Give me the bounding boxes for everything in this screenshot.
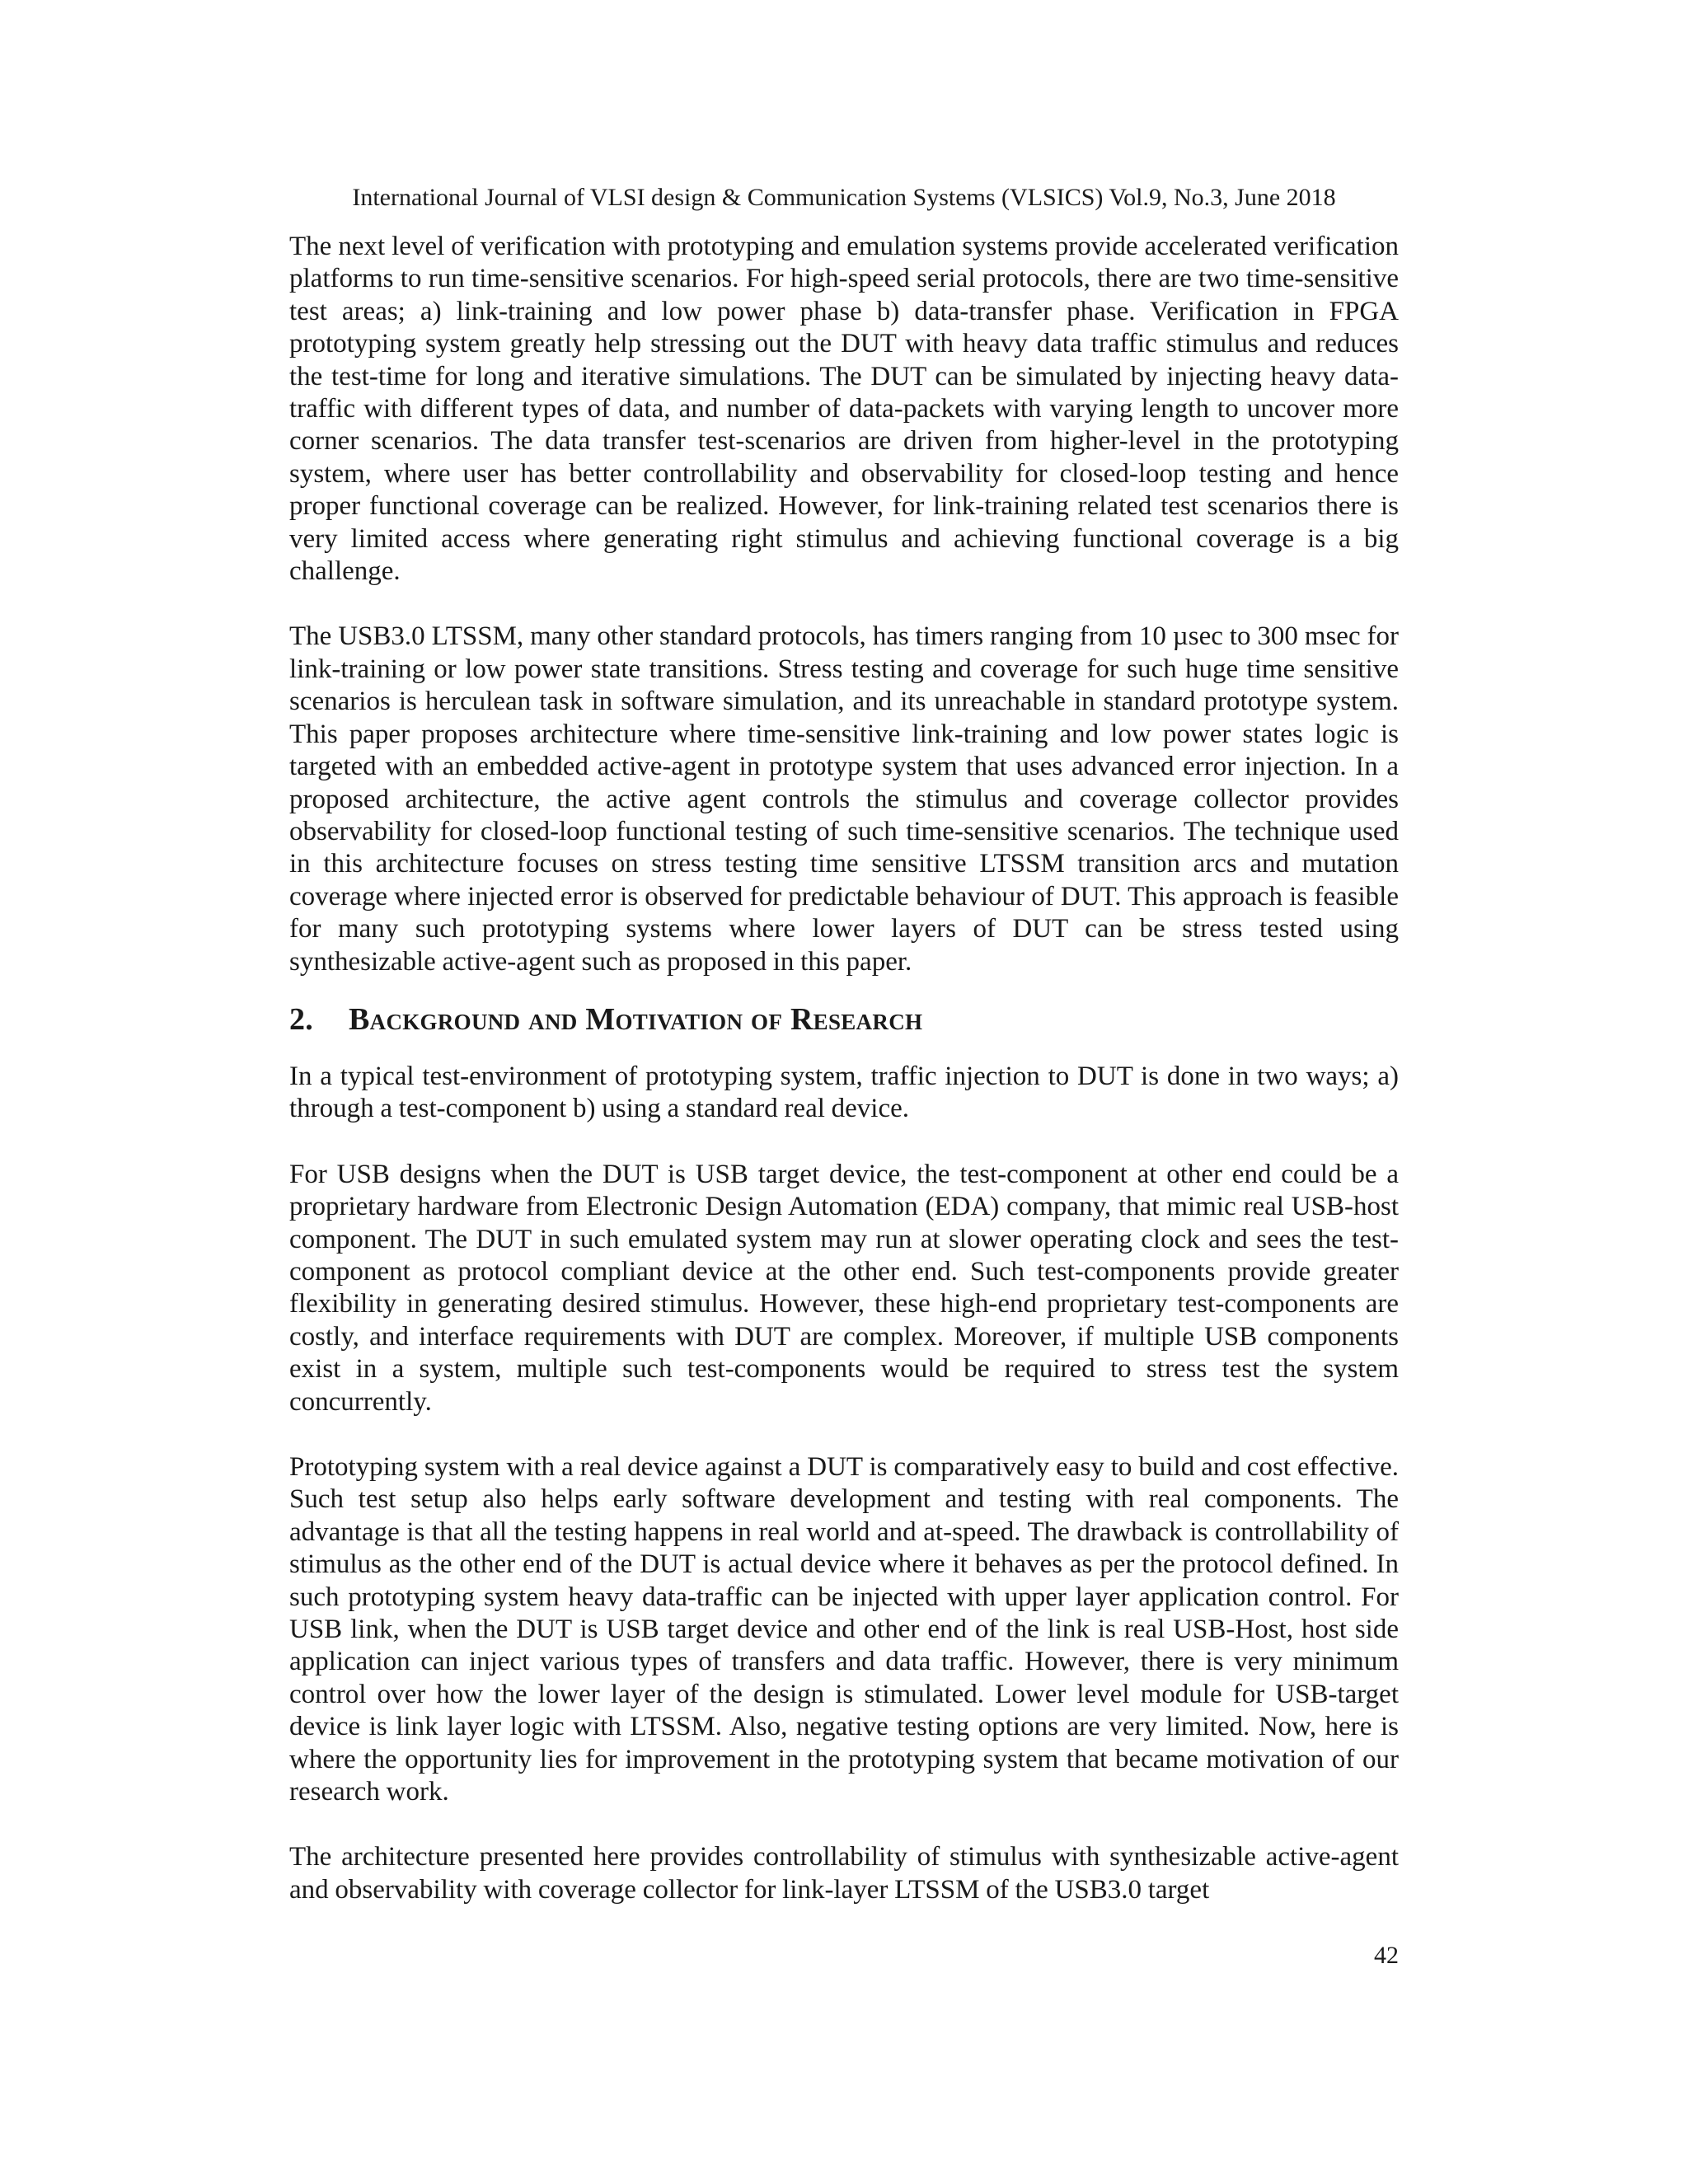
page-body <box>289 231 1399 1906</box>
paragraph-gap <box>289 588 1399 621</box>
body-paragraph: In a typical test-environment of prototyping system, traffic injection to DUT is done in two ways; a) through a test-component b) using a standard real device. <box>289 1061 1399 1124</box>
body-paragraph: Prototyping system with a real device against a DUT is comparatively easy to build and cost effective. Such test setup also helps early software development and testing with real components. The advantage is that all the testing happens in real world and at-speed. The drawback is controllability of stimulus as the other end of the DUT is actual device where it behaves as per the protocol defined. In such prototyping system heavy data-traffic can be injected with upper layer application control. For USB link, when the DUT is USB target device and other end of the link is real USB-Host, host side application can inject various types of transfers and data traffic. However, there is very minimum control over how the lower layer of the design is stimulated. Lower level module for USB-target device is link layer logic with LTSSM. Also, negative testing options are very limited. Now, here is where the opportunity lies for improvement in the prototyping system that became motivation of our research work. <box>289 1452 1399 1807</box>
section-heading <box>289 978 1399 1061</box>
section-number: 2. <box>289 1001 314 1037</box>
paragraph-gap <box>289 1808 1399 1841</box>
running-header: International Journal of VLSI design & Communication Systems (VLSICS) Vol.9, No.3, June 2018 <box>352 184 1336 211</box>
body-paragraph: For USB designs when the DUT is USB target device, the test-component at other end could be a proprietary hardware from Electronic Design Automation (EDA) company, that mimic real USB-host component. The DUT in such emulated system may run at slower operating clock and sees the test-component as protocol compliant device at the other end. Such test-components provide greater flexibility in generating desired stimulus. However, these high-end proprietary test-components are costly, and interface requirements with DUT are complex. Moreover, if multiple USB components exist in a system, multiple such test-components would be required to stress test the system concurrently. <box>289 1159 1399 1417</box>
section-title: Background and Motivation of Research <box>349 1001 923 1037</box>
body-paragraph: The architecture presented here provides controllability of stimulus with synthesizable active-agent and observability with coverage collector for link-layer LTSSM of the USB3.0 target <box>289 1842 1399 1905</box>
page-number: 42 <box>1374 1942 1399 1969</box>
paragraph-gap <box>289 1418 1399 1451</box>
body-paragraph: The next level of verification with prototyping and emulation systems provide accelerated verification platforms to run time-sensitive scenarios. For high-speed serial protocols, there are two time-sensitive test areas; a) link-training and low power phase b) data-transfer phase. Verification in FPGA prototyping system greatly help stressing out the DUT with heavy data traffic stimulus and reduces the test-time for long and iterative simulations. The DUT can be simulated by injecting heavy data-traffic with different types of data, and number of data-packets with varying length to uncover more corner scenarios. The data transfer test-scenarios are driven from higher-level in the prototyping system, where user has better controllability and observability for closed-loop testing and hence proper functional coverage can be realized. However, for link-training related test scenarios there is very limited access where generating right stimulus and achieving functional coverage is a big challenge. <box>289 232 1399 587</box>
body-paragraph: The USB3.0 LTSSM, many other standard protocols, has timers ranging from 10 µsec to 300 msec for link-training or low power state transitions. Stress testing and coverage for such huge time sensitive scenarios is herculean task in software simulation, and its unreachable in standard prototype system. This paper proposes architecture where time-sensitive link-training and low power states logic is targeted with an embedded active-agent in prototype system that uses advanced error injection. In a proposed architecture, the active agent controls the stimulus and coverage collector provides observability for closed-loop functional testing of such time-sensitive scenarios. The technique used in this architecture focuses on stress testing time sensitive LTSSM transition arcs and mutation coverage where injected error is observed for predictable behaviour of DUT. This approach is feasible for many such prototyping systems where lower layers of DUT can be stress tested using synthesizable active-agent such as proposed in this paper. <box>289 621 1399 977</box>
paragraph-gap <box>289 1126 1399 1159</box>
